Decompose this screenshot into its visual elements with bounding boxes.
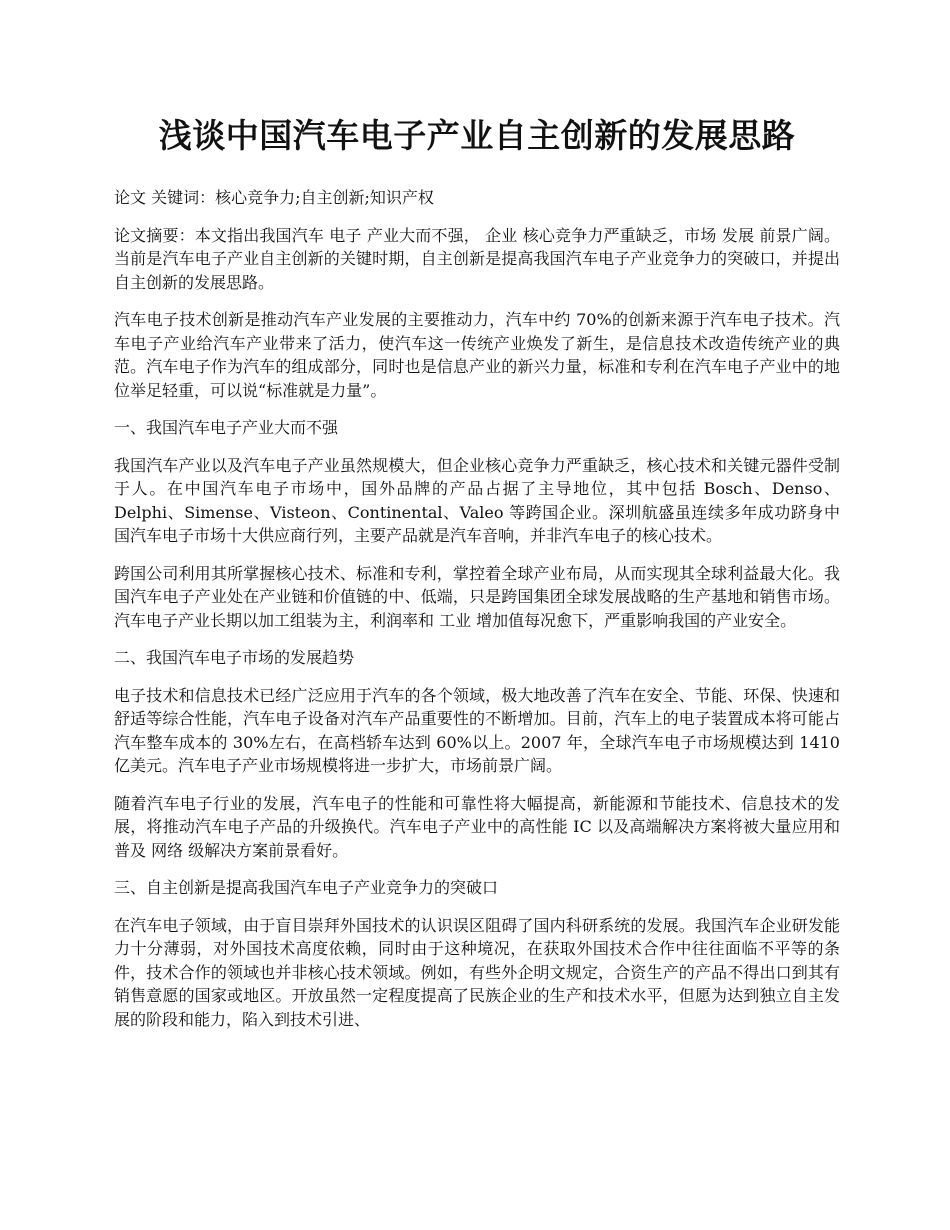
section1-paragraph-2: 跨国公司利用其所掌握核心技术、标准和专利，掌控着全球产业布局，从而实现其全球利益最大化。我国汽车电子产业处在产业链和价值链的中、低端，只是跨国集团全球发展战略的生产基地和销售市场。汽车电子产业长期以加工组装为主，利润率和 工业 增加值每况愈下，严重影响我国的产业安全。 [114, 563, 840, 630]
section-heading-1: 一、我国汽车电子产业大而不强 [114, 418, 339, 437]
abstract-paragraph: 论文摘要：本文指出我国汽车 电子 产业大而不强， 企业 核心竞争力严重缺乏，市场 发展 前景广阔。当前是汽车电子产业自主创新的关键时期，自主创新是提高我国汽车电子产业竞争力的突破口，并提出自主创新的发展思路。 [114, 225, 840, 292]
document-title: 浅谈中国汽车电子产业自主创新的发展思路 [158, 116, 796, 155]
section2-paragraph-1: 电子技术和信息技术已经广泛应用于汽车的各个领域，极大地改善了汽车在安全、节能、环保、快速和舒适等综合性能，汽车电子设备对汽车产品重要性的不断增加。目前，汽车上的电子装置成本将可能占汽车整车成本的 30%左右，在高档轿车达到 60%以上。2007 年，全球汽车电子市场规模达到 1410 亿美元。汽车电子产业市场规模将进一步扩大，市场前景广阔。 [114, 685, 840, 775]
intro-paragraph: 汽车电子技术创新是推动汽车产业发展的主要推动力，汽车中约 70%的创新来源于汽车电子技术。汽车电子产业给汽车产业带来了活力，使汽车这一传统产业焕发了新生，是信息技术改造传统产业的典范。汽车电子作为汽车的组成部分，同时也是信息产业的新兴力量，标准和专利在汽车电子产业中的地位举足轻重，可以说“标准就是力量”。 [114, 310, 840, 400]
keywords-line: 论文 关键词：核心竞争力;自主创新;知识产权 [114, 188, 434, 207]
section2-paragraph-2: 随着汽车电子行业的发展，汽车电子的性能和可靠性将大幅提高，新能源和节能技术、信息技术的发展，将推动汽车电子产品的升级换代。汽车电子产业中的高性能 IC 以及高端解决方案将被大量应用和普及 网络 级解决方案前景看好。 [114, 793, 840, 860]
section3-paragraph-1: 在汽车电子领域，由于盲目崇拜外国技术的认识误区阻碍了国内科研系统的发展。我国汽车企业研发能力十分薄弱，对外国技术高度依赖，同时由于这种境况，在获取外国技术合作中往往面临不平等的条件，技术合作的领域也并非核心技术领域。例如，有些外企明文规定，合资生产的产品不得出口到其有销售意愿的国家或地区。开放虽然一定程度提高了民族企业的生产和技术水平，但愿为达到独立自主发展的阶段和能力，陷入到技术引进、 [114, 915, 840, 1029]
section1-paragraph-1: 我国汽车产业以及汽车电子产业虽然规模大，但企业核心竞争力严重缺乏，核心技术和关键元器件受制于人。在中国汽车电子市场中，国外品牌的产品占据了主导地位，其中包括 Bosch、Denso、Delphi、Simense、Visteon、Continental、Valeo 等跨国企业。深圳航盛虽连续多年成功跻身中国汽车电子市场十大供应商行列，主要产品就是汽车音响，并非汽车电子的核心技术。 [114, 455, 840, 545]
document-page [114, 108, 840, 1045]
section-heading-3: 三、自主创新是提高我国汽车电子产业竞争力的突破口 [114, 878, 499, 897]
section-heading-2: 二、我国汽车电子市场的发展趋势 [114, 648, 355, 667]
